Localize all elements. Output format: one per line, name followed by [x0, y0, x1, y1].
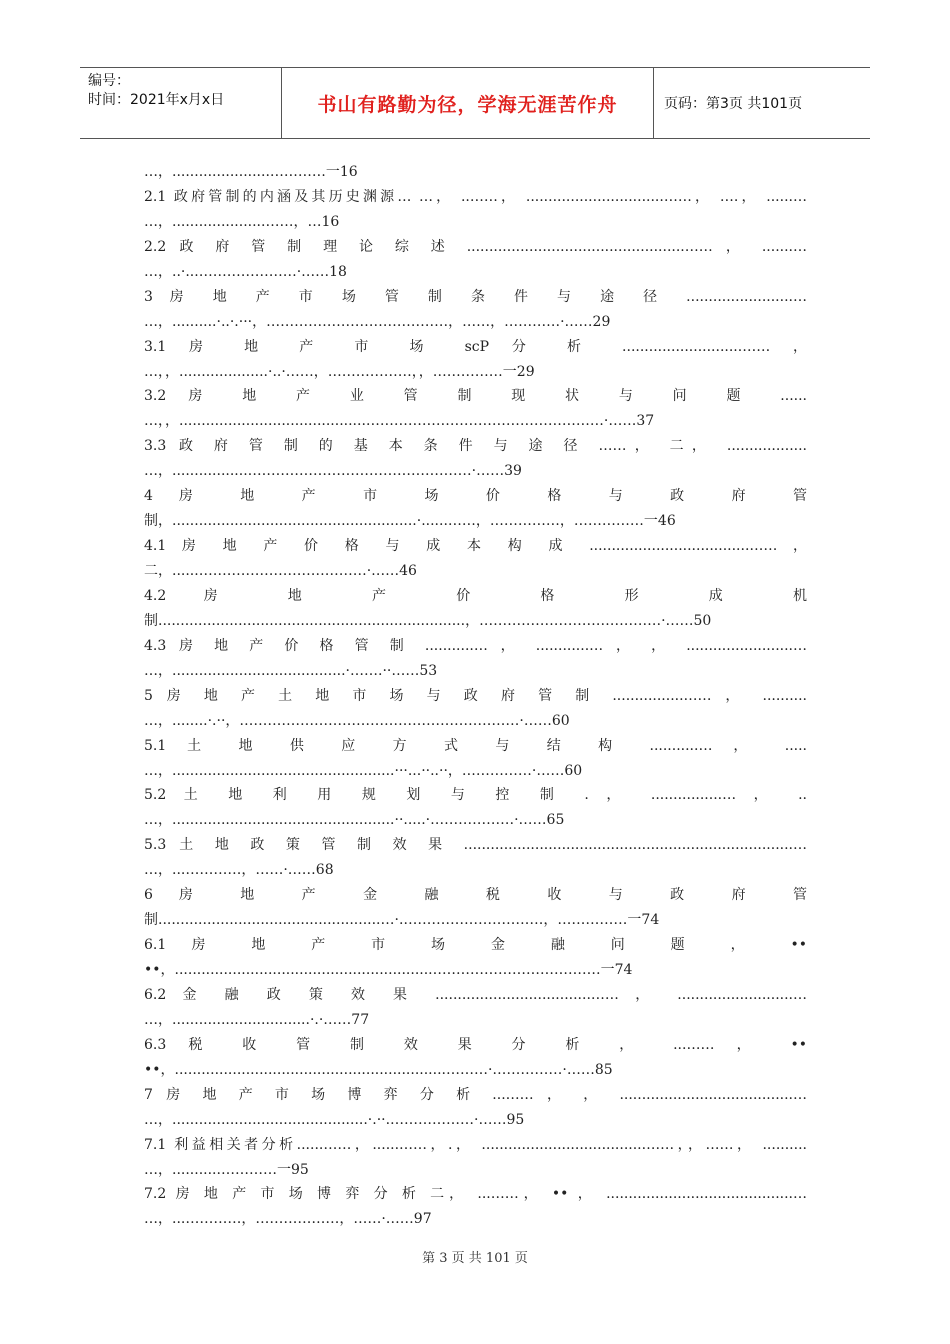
toc-line: 制..................................................…·.…………………………，……………一74	[144, 912, 660, 929]
toc-line: 4.2 房 地 产 价 格 形 成 机	[144, 587, 807, 604]
toc-line: 制，.......................................................·......……，……………，……………一46	[144, 513, 676, 530]
toc-line: 3 房 地 产 市 场 管 制 条 件 与 途 径 ........................…	[144, 288, 807, 305]
toc-line: …，.....................……，…16	[144, 213, 340, 230]
header-motto: 书山有路勤为径，学海无涯苦作舟	[282, 68, 654, 138]
toc-line: ••，.............................................................………·……………·……85	[144, 1061, 613, 1078]
time-label: 时间：2021年x月x日	[88, 92, 225, 108]
toc-line: …，.......................................·…….··……53	[144, 662, 438, 679]
table-of-contents	[144, 160, 807, 1232]
toc-line: 3.1 房 地 产 市 场 scP 分 析 ...........................…… ，	[144, 338, 807, 355]
toc-line: …，......................…………一16	[144, 164, 358, 180]
toc-line: 3.3 政 府 管 制 的 基 本 条 件 与 途 径 ……， 二， ..................	[144, 438, 807, 455]
toc-line: …，...…………，………………，……·……97	[144, 1211, 432, 1228]
page-header	[80, 67, 870, 139]
toc-line: 3.2 房 地 产 业 管 制 现 状 与 问 题 ......	[144, 388, 807, 405]
toc-line: …，..........·..·.···，…………………………………，……，…………·……29	[144, 313, 611, 330]
toc-line: 5 房 地 产 土 地 市 场 与 政 府 管 制 ................…… ， ..........	[144, 687, 807, 704]
toc-line: 6.2 金 融 政 策 效 果 ...................................…… ， ..........................…	[144, 986, 807, 1003]
toc-line: 制.....................................................................，…………………………………·……50	[144, 612, 712, 629]
toc-line: 6 房 地 产 金 融 税 收 与 政 府 管	[144, 887, 807, 904]
number-label: 编号：	[88, 73, 130, 89]
toc-line: 6.3 税 收 管 制 效 果 分 析 ， ...…… ， ••	[144, 1036, 807, 1053]
toc-line: …，.................…………………………………………·……39	[144, 463, 522, 480]
toc-line: 7 房 地 产 市 场 博 弈 分 析 ...…… ， ， .......................................…	[144, 1086, 807, 1103]
toc-line: …，...........…………一95	[144, 1161, 309, 1178]
toc-line: …，...............................·.·……77	[144, 1011, 370, 1028]
toc-line: 2.2 政 府 管 制 理 论 综 述 .................................................…… ， .......…	[144, 238, 807, 255]
toc-line: 7.2 房 地 产 市 场 博 弈 分 析 二， ...……， •• ， ..........................................…	[144, 1186, 807, 1203]
toc-line: …，，..........................................……………………………………………·……37	[144, 413, 655, 430]
toc-line: ••，..........................................................………………………………一74	[144, 962, 633, 978]
toc-line: …，..................................................···...··..··，……………·……60	[144, 762, 583, 779]
page-footer: 第 3 页 共 101 页	[422, 1251, 528, 1266]
header-page-info: 页码：第3页 共101页	[664, 96, 803, 112]
toc-line: …，........·.··，……………………………………………………·……60	[144, 712, 570, 729]
toc-line: 二，......………………………………·……46	[144, 563, 417, 579]
toc-line: 5.2 土 地 利 用 规 划 与 控 制 . ， ................… ， ..	[144, 787, 807, 804]
toc-line: 6.1 房 地 产 市 场 金 融 问 题 ， ••	[144, 937, 807, 954]
toc-line: …，..................................................··.....·………………·……65	[144, 812, 565, 829]
toc-line: 4 房 地 产 市 场 价 格 与 政 府 管	[144, 488, 807, 505]
toc-line: 4.3 房 地 产 价 格 管 制 ...........… ， ............… ， ， ........................…	[144, 637, 807, 654]
toc-line: 5.3 土 地 政 策 管 制 效 果 ..........................................................................…	[144, 837, 807, 854]
toc-line: 5.1 土 地 供 应 方 式 与 结 构 ...........… ， .....	[144, 737, 807, 754]
toc-line: 7.1 利益相关者分析......……，......……，.， .....................................……，，……， ..........	[144, 1136, 807, 1153]
toc-line: …，..·...…………………·……18	[144, 263, 347, 280]
toc-line: …，............................................·.··.………………·……95	[144, 1111, 525, 1128]
toc-line: 2.1 政府管制的内涵及其历史渊源… …， ..……， ...............................……， ….， ......…	[144, 188, 807, 205]
toc-line: …，，....................·..·……，………………，，……………一29	[144, 363, 535, 380]
toc-line: …，...…………，……·……68	[144, 862, 334, 879]
toc-line: 4.1 房 地 产 价 格 与 成 本 构 成 ....................................…… ，	[144, 538, 807, 555]
header-meta	[80, 68, 282, 138]
